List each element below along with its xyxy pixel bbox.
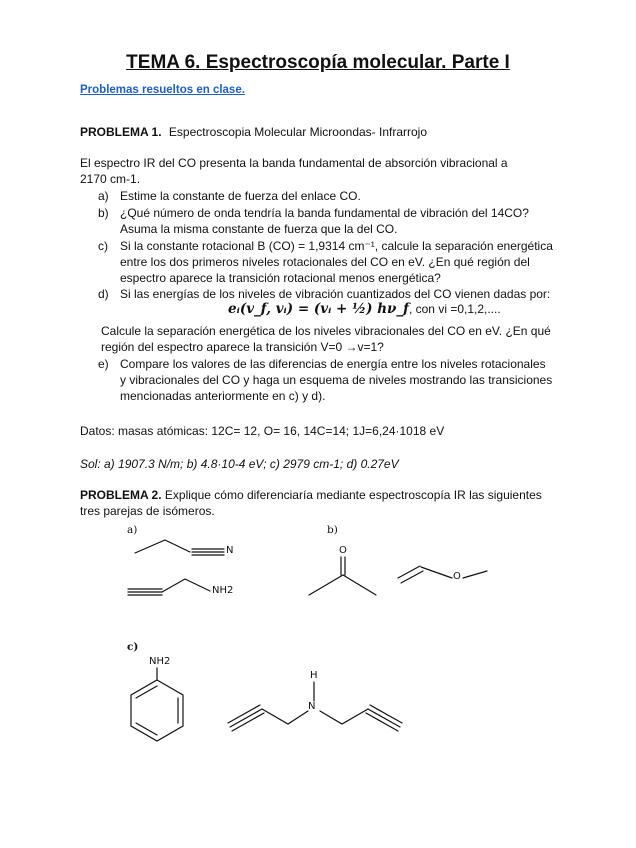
aniline-NH2: NH2 xyxy=(149,656,171,667)
amine-N: N xyxy=(308,701,316,712)
item-e-label: e) xyxy=(98,357,109,371)
item-e-line-3: mencionadas anteriormente en c) y d). xyxy=(120,389,326,403)
problem-2-line-2: tres parejas de isómeros. xyxy=(80,504,215,518)
item-d-after-1: Calcule la separación energética de los niveles vibracionales del CO en eV. ¿En qué xyxy=(101,324,551,338)
ketone-O: O xyxy=(339,545,347,556)
item-d-after-2: región del espectro aparece la transición V=0 →v=1? xyxy=(101,340,384,354)
dipropargylamine-structure xyxy=(228,682,402,731)
item-c-line-2: entre los dos primeros niveles rotacionales del CO en eV. ¿En qué región del xyxy=(120,255,530,269)
item-a-text: Estime la constante de fuerza del enlace CO. xyxy=(120,189,361,203)
item-c-line-3: espectro aparece la transición rotacional menos energética? xyxy=(120,271,441,285)
item-c-label: c) xyxy=(98,239,108,253)
propanenitrile-structure xyxy=(135,540,224,555)
solution-line: Sol: a) 1907.3 N/m; b) 4.8·10-4 eV; c) 2979 cm-1; d) 0.27eV xyxy=(80,457,399,471)
formula-tail: , con vi =0,1,2,.... xyxy=(408,302,501,316)
label-a: a) xyxy=(127,524,138,536)
label-c: c) xyxy=(127,641,139,653)
aniline-structure xyxy=(131,668,183,741)
formula-expression: eᵢ(v_f, vᵢ) = (vᵢ + ½) hν_f xyxy=(228,301,409,317)
butynamine-structure xyxy=(128,579,210,595)
problem-2-line-1: Explique cómo diferenciaría mediante espectroscopía IR las siguientes xyxy=(164,488,542,502)
acetone-structure xyxy=(309,557,376,595)
problem-1-label: PROBLEMA 1. xyxy=(80,125,162,139)
methyl-vinyl-ether-structure xyxy=(398,566,487,583)
problem-2-label: PROBLEMA 2. xyxy=(80,488,162,502)
item-d-label: d) xyxy=(98,287,109,301)
intro-line-1: El espectro IR del CO presenta la banda fundamental de absorción vibracional a xyxy=(80,156,508,170)
ether-O: O xyxy=(453,571,461,582)
intro-line-2: 2170 cm-1. xyxy=(80,172,141,186)
label-b: b) xyxy=(327,524,338,536)
item-b-label: b) xyxy=(98,206,109,220)
amine-NH2-a: NH2 xyxy=(212,585,234,596)
item-e-line-1: Compare los valores de las diferencias de energía entre los niveles rotacionales xyxy=(120,357,546,371)
amine-H: H xyxy=(310,670,318,681)
page-title: TEMA 6. Espectroscopía molecular. Parte I xyxy=(126,52,510,73)
problem-1-topic: Espectroscopia Molecular Microondas- Infrarrojo xyxy=(168,125,428,139)
subtitle-link[interactable]: Problemas resueltos en clase. xyxy=(80,84,245,96)
item-b-line-1: ¿Qué número de onda tendría la banda fundamental de vibración del 14CO? xyxy=(120,206,529,220)
item-c-line-1: Si la constante rotacional B (CO) = 1,9314 cm⁻¹, calcule la separación energética xyxy=(120,239,553,253)
item-e-line-2: y vibracionales del CO y haga un esquema de niveles mostrando las transiciones xyxy=(120,373,553,387)
item-d-line-1: Si las energías de los niveles de vibración cuantizados del CO vienen dadas por: xyxy=(120,287,551,301)
nitrile-N: N xyxy=(226,545,234,556)
datos-line: Datos: masas atómicas: 12C= 12, O= 16, 14C=14; 1J=6,24·1018 eV xyxy=(80,424,445,438)
item-b-line-2: Asuma la misma constante de fuerza que la del CO. xyxy=(120,222,398,236)
item-a-label: a) xyxy=(98,189,109,203)
